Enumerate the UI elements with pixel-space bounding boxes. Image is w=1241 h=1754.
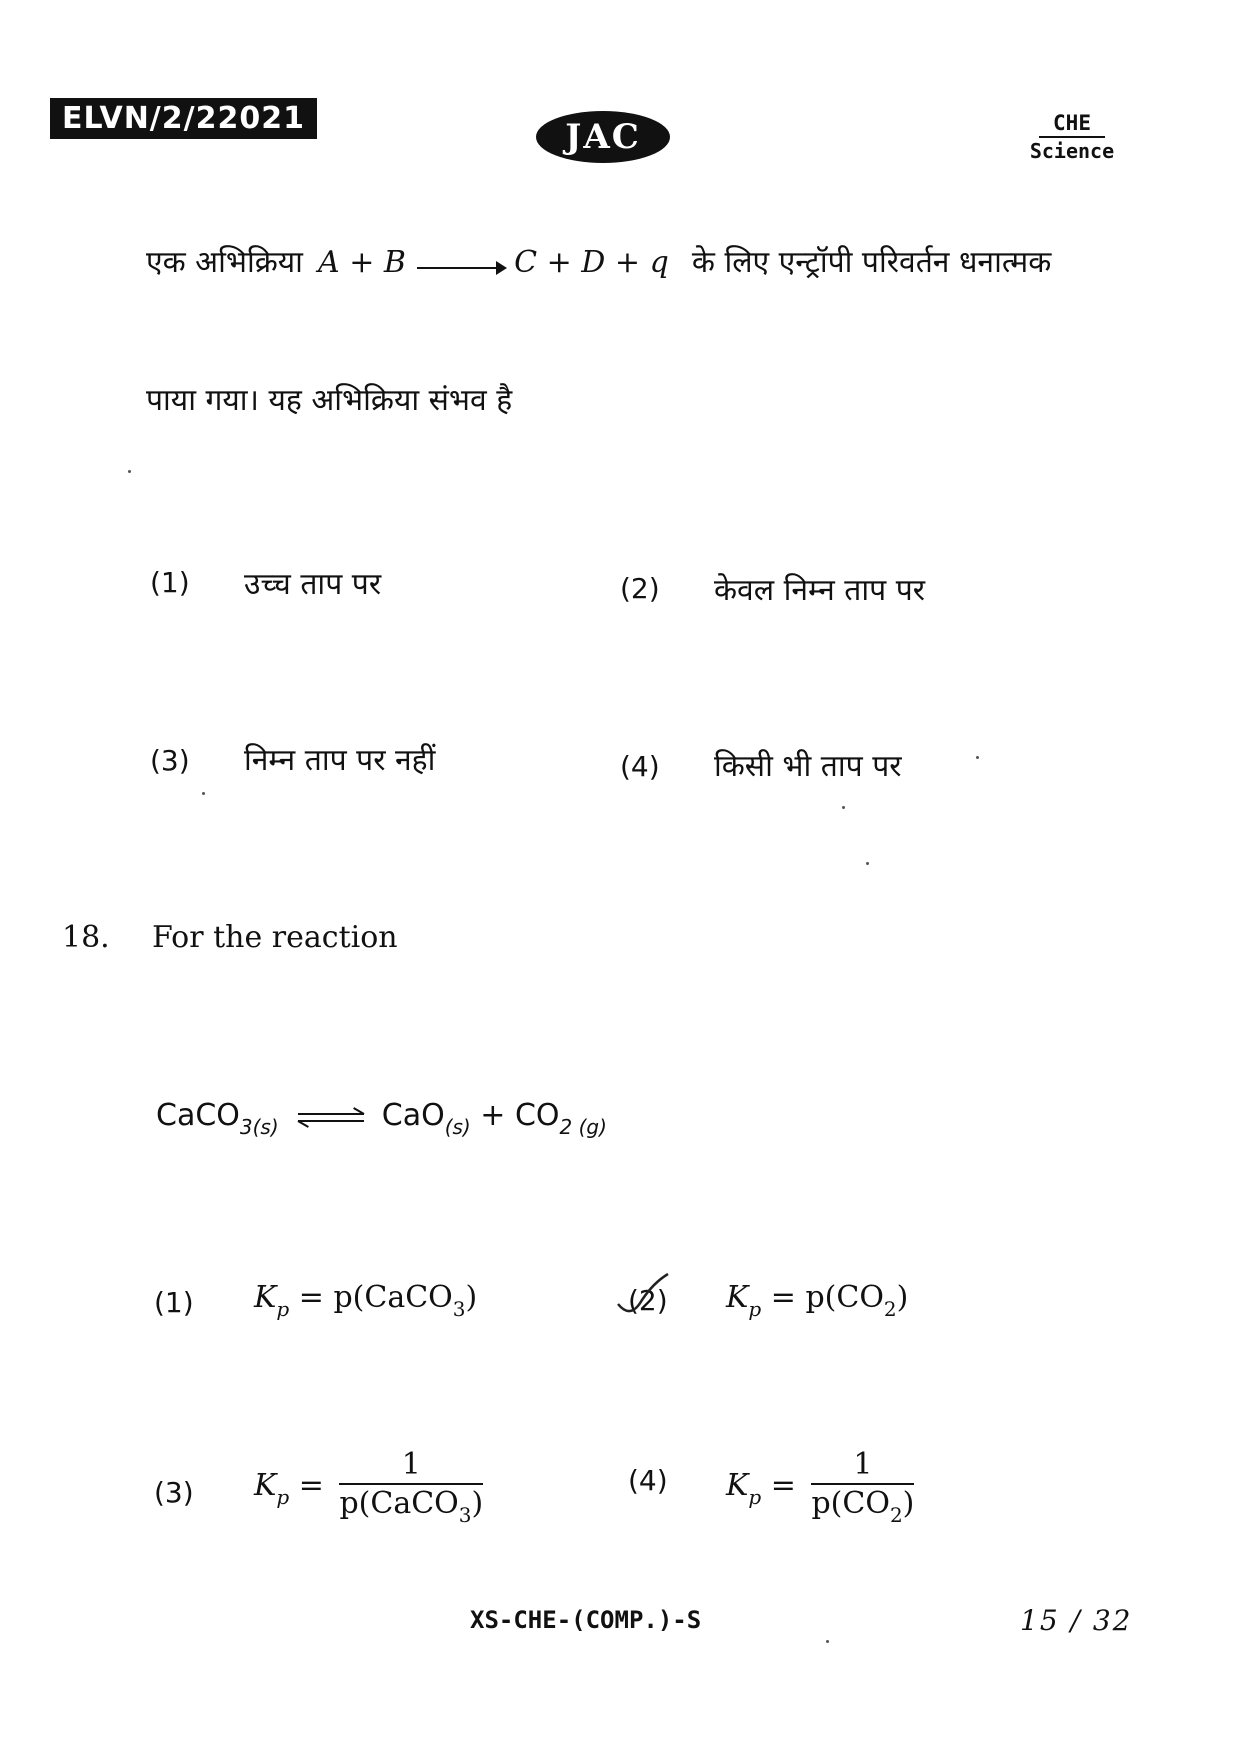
q17-line-2: पाया गया। यह अभिक्रिया संभव है xyxy=(146,383,513,418)
q18-option-1-num: (1) xyxy=(154,1286,194,1319)
subject-name: Science xyxy=(1029,139,1115,164)
kp-symbol: K xyxy=(254,1468,277,1503)
q18-option-3-num: (3) xyxy=(154,1476,194,1509)
eq-plus: + xyxy=(480,1098,506,1133)
den-sub: 2 xyxy=(889,1503,903,1527)
q17-option-4-num: (4) xyxy=(620,750,660,783)
q17-products: C + D + q xyxy=(514,245,669,280)
subject-label xyxy=(1022,112,1122,162)
scan-speck xyxy=(128,470,131,473)
paper-code: ELVN/2/22021 xyxy=(50,98,317,139)
q17-option-2-text: केवल निम्न ताप पर xyxy=(714,573,926,608)
eq-product-2-sub: 2 (g) xyxy=(559,1115,607,1139)
kp-expr-sub: 2 xyxy=(883,1297,897,1321)
scan-speck xyxy=(842,806,845,809)
eq-product-2: CO xyxy=(514,1098,560,1133)
tick-mark-icon xyxy=(612,1270,672,1320)
kp-sub: p xyxy=(276,1297,290,1321)
q18-text: For the reaction xyxy=(152,920,398,955)
q17-line-1 xyxy=(146,240,1051,281)
kp-symbol: K xyxy=(254,1280,277,1315)
kp-symbol: K xyxy=(726,1280,749,1315)
den-close: ) xyxy=(902,1486,915,1521)
frac-denominator xyxy=(339,1485,483,1526)
eq-reactant-sub: 3(s) xyxy=(239,1115,279,1139)
page-number: 15 / 32 xyxy=(1020,1604,1133,1637)
kp-sub: p xyxy=(748,1297,762,1321)
kp-expr: = p(CaCO xyxy=(298,1280,453,1315)
den-close: ) xyxy=(471,1486,484,1521)
q17-option-1-text: उच्च ताप पर xyxy=(244,567,382,602)
q17-text-b: के लिए एन्ट्रॉपी परिवर्तन धनात्मक xyxy=(691,245,1052,280)
q17-option-2-num: (2) xyxy=(620,572,660,605)
kp-eq: = xyxy=(298,1468,324,1503)
q18-option-3-expr xyxy=(254,1448,483,1526)
board-name: JAC xyxy=(565,117,641,157)
q18-option-1-expr xyxy=(254,1280,477,1321)
frac-numerator: 1 xyxy=(339,1448,483,1485)
den-text: p(CaCO xyxy=(339,1486,459,1521)
q17-option-1-num: (1) xyxy=(150,566,190,599)
q18-option-4-num: (4) xyxy=(628,1464,668,1497)
board-logo xyxy=(536,111,670,163)
kp-eq: = xyxy=(770,1468,796,1503)
q18-option-4-expr xyxy=(726,1448,914,1526)
eq-product-1-sub: (s) xyxy=(444,1115,471,1139)
q17-reactants: A + B xyxy=(318,245,406,280)
q18-option-2-num: (2) xyxy=(628,1284,668,1317)
subject-code: CHE xyxy=(1039,112,1105,138)
q18-equation xyxy=(156,1098,607,1139)
scan-speck xyxy=(976,756,979,759)
kp-fraction xyxy=(811,1448,914,1526)
kp-close: ) xyxy=(896,1280,909,1315)
den-sub: 3 xyxy=(458,1503,472,1527)
q17-option-4-text: किसी भी ताप पर xyxy=(714,749,902,784)
equilibrium-arrow-icon xyxy=(298,1107,364,1127)
q18-option-2-expr xyxy=(726,1280,908,1321)
scan-speck xyxy=(826,1640,829,1643)
scan-speck xyxy=(202,792,205,795)
q17-option-3-text: निम्न ताप पर नहीं xyxy=(244,743,436,778)
q18-number: 18. xyxy=(62,920,110,955)
kp-fraction xyxy=(339,1448,483,1526)
eq-product-1: CaO xyxy=(381,1098,445,1133)
frac-numerator: 1 xyxy=(811,1448,914,1485)
q17-option-3-num: (3) xyxy=(150,744,190,777)
kp-sub: p xyxy=(748,1485,762,1509)
scan-speck xyxy=(866,862,869,865)
kp-sub: p xyxy=(276,1485,290,1509)
q17-text-a: एक अभिक्रिया xyxy=(146,245,303,280)
kp-close: ) xyxy=(465,1280,478,1315)
kp-symbol: K xyxy=(726,1468,749,1503)
den-text: p(CO xyxy=(811,1486,890,1521)
eq-reactant: CaCO xyxy=(156,1098,240,1133)
frac-denominator xyxy=(811,1485,914,1526)
kp-expr: = p(CO xyxy=(770,1280,884,1315)
footer-code: XS-CHE-(COMP.)-S xyxy=(470,1606,702,1634)
kp-expr-sub: 3 xyxy=(452,1297,466,1321)
reaction-arrow-icon xyxy=(417,267,505,269)
